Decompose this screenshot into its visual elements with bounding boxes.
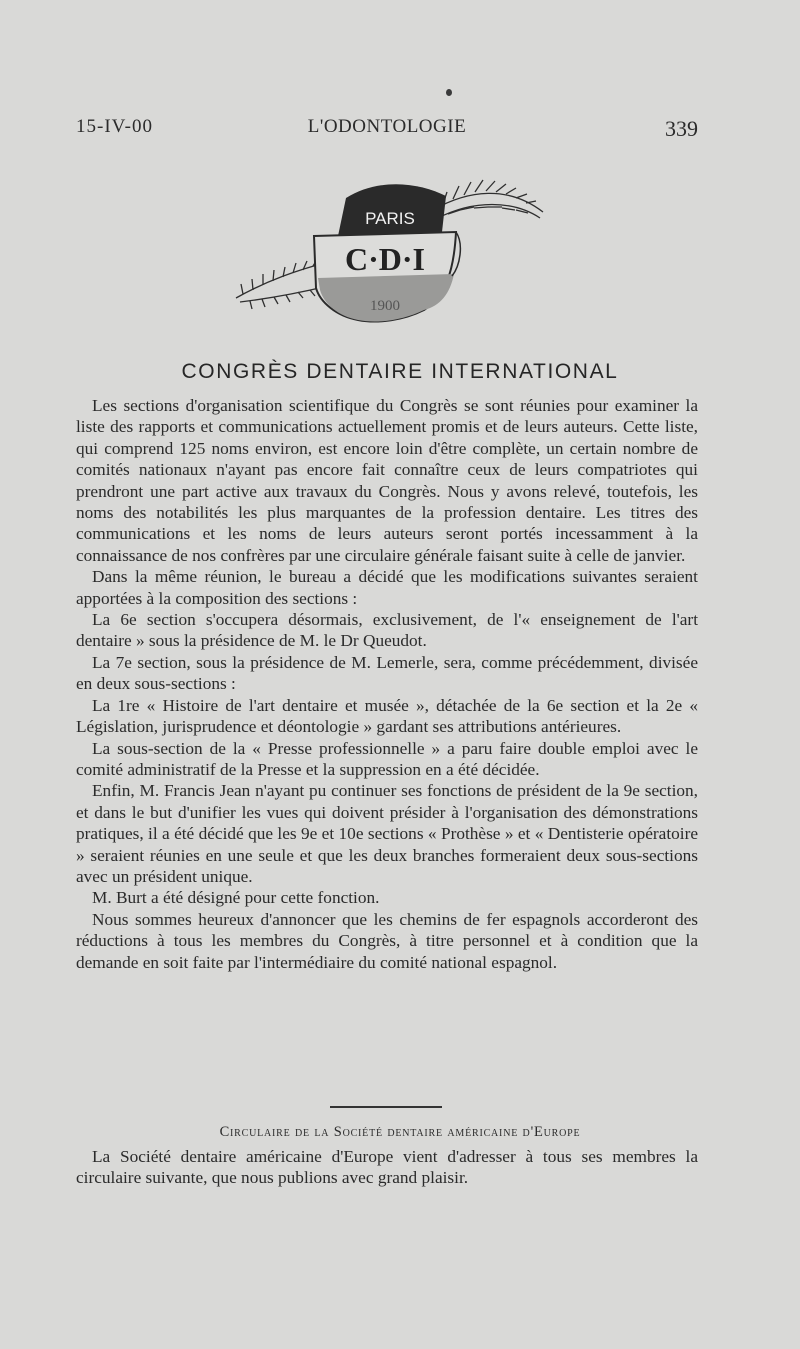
journal-title: L'ODONTOLOGIE: [307, 116, 467, 137]
emblem-paris: PARIS: [365, 209, 415, 228]
ink-dot: [446, 89, 452, 96]
emblem-year: 1900: [370, 298, 400, 314]
paragraph: Dans la même réunion, le bureau a décidé que les modifications suivantes seraient apportées à la composition des sections :: [76, 567, 698, 608]
paragraph: Enfin, M. Francis Jean n'ayant pu continuer ses fonctions de président de la 9e section, et dans le but d'unifier les vues qui doivent présider à l'organisation des démonstrations pratiques, il a été décidé que les 9e et 10e sections « Prothèse » et « Dentisterie opératoire » seraient réunies en une seule et que les deux branches formeraient deux sous-sections avec un président unique.: [76, 781, 698, 886]
article-body: [76, 395, 698, 973]
section-heading: Circulaire de la Société dentaire américaine d'Europe: [219, 1124, 581, 1140]
section-body: [76, 1146, 698, 1189]
paragraph: La 6e section s'occupera désormais, exclusivement, de l'« enseignement de l'art dentaire » sous la présidence de M. le Dr Queudot.: [76, 610, 698, 651]
paragraph: Les sections d'organisation scientifique du Congrès se sont réunies pour examiner la liste des rapports et communications actuellement promis et de leurs auteurs. Cette liste, qui comprend 125 noms environ, est encore loin d'être complète, un certain nombre de comités nationaux n'ayant pas encore fait connaître ceux de leurs compatriotes qui prendront une part active aux travaux du Congrès. Nous y avons relevé, toutefois, les noms des notabilités les plus marquantes de la profession dentaire. Les titres des communications et les noms de leurs auteurs seront portés incessamment à la connaissance de nos confrères par une circulaire générale faisant suite à celle de janvier.: [76, 396, 698, 565]
emblem-cdi: C·D·I: [344, 241, 426, 277]
paragraph: Nous sommes heureux d'annoncer que les chemins de fer espagnols accorderont des réductions à tous les membres du Congrès, à titre personnel et à condition que la demande en soit faite par l'intermédiaire du comité national espagnol.: [76, 909, 698, 972]
paragraph: La sous-section de la « Presse professionnelle » a paru faire double emploi avec le comité administratif de la Presse et la suppression en a été décidée.: [76, 738, 698, 779]
article-title: CONGRÈS DENTAIRE INTERNATIONAL: [181, 360, 619, 383]
section-divider: [330, 1106, 442, 1108]
paragraph: La 7e section, sous la présidence de M. Lemerle, sera, comme précédemment, divisée en deux sous-sections :: [76, 652, 698, 694]
issue-date: 15-IV-00: [76, 116, 153, 137]
paragraph: M. Burt a été désigné pour cette fonction.: [92, 888, 380, 908]
cdi-emblem: [228, 170, 548, 340]
page-number: 339: [665, 116, 698, 141]
paragraph: La Société dentaire américaine d'Europe vient d'adresser à tous ses membres la circulaire suivante, que nous publions avec grand plaisir.: [76, 1147, 698, 1188]
running-head: [76, 116, 698, 144]
paragraph: La 1re « Histoire de l'art dentaire et musée », détachée de la 6e section et la 2e « Législation, jurisprudence et déontologie » gardant ses attributions antérieures.: [76, 695, 698, 737]
